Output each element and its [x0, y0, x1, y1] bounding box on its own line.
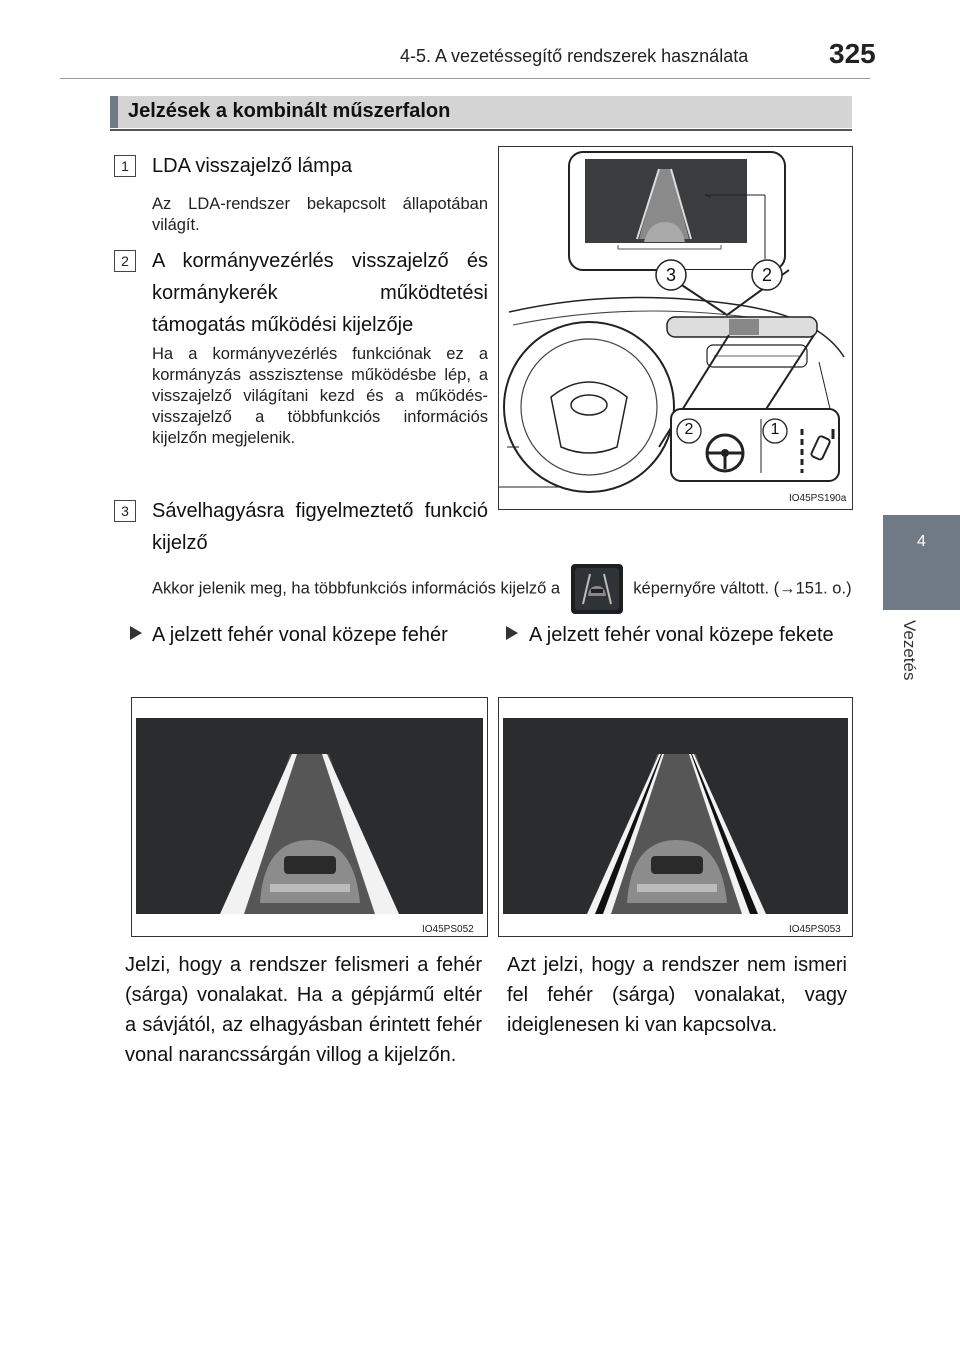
figure-code-left: IO45PS052 [422, 924, 474, 935]
triangle-bullet-icon [506, 626, 518, 645]
column-description-right: Azt jelzi, hogy a rendszer nem ismeri fel fehér (sárga) vonalakat, vagy ideiglenesen ki van kapcsolva. [507, 954, 847, 1036]
column-heading-left: A jelzett fehér vonal közepe fehér [152, 624, 448, 646]
item-title-3: Sávelhagyásra figyelmeztető funkció kijelző [152, 500, 488, 554]
item-body-2: Ha a kormányvezérlés funkciónak ez a kormányzás asszisztense működésbe lép, a visszajelző világítani kezd és a működés-visszajelző a többfunkciós információs kijelzőn megjelenik. [152, 345, 488, 447]
item-marker-3: 3 [114, 500, 136, 522]
callout-3: 3 [665, 265, 676, 285]
header-rule [60, 78, 870, 79]
item-marker-2: 2 [114, 250, 136, 272]
page-number: 325 [829, 38, 876, 69]
lane-display-black-figure [498, 697, 853, 937]
chapter-number: 4 [917, 533, 926, 550]
triangle-bullet-icon [130, 626, 142, 645]
column-description-left: Jelzi, hogy a rendszer felismeri a fehér (sárga) vonalakat. Ha a gépjármű eltér a sávjától, az elhagyásban érintett fehér vonal narancssárgán villog a kijelzőn. [125, 954, 482, 1066]
item-body-3: Akkor jelenik meg, ha többfunkciós információs kijelző a képernyőre váltott. (→151. o.) [152, 564, 852, 614]
callout-2-bottom: 2 [684, 421, 694, 438]
column-heading-right: A jelzett fehér vonal közepe fekete [529, 624, 834, 646]
lane-display-icon [571, 564, 623, 614]
callout-2-top: 2 [761, 265, 772, 285]
section-rule [110, 129, 852, 131]
callout-1: 1 [770, 421, 780, 438]
item-title-2: A kormányvezérlés visszajelző és kormánykerék működtetési támogatás működési kijelzője [152, 250, 488, 336]
figure-code-dashboard: IO45PS190a [789, 493, 847, 504]
item-marker-1: 1 [114, 155, 136, 177]
section-title: Jelzések a kombinált műszerfalon [128, 100, 451, 122]
lane-display-white-figure [131, 697, 488, 937]
chapter-label: Vezetés [900, 620, 919, 681]
chapter-tab [883, 515, 960, 610]
running-header: 4-5. A vezetéssegítő rendszerek használata [400, 46, 749, 66]
dashboard-figure [498, 146, 853, 510]
figure-code-right: IO45PS053 [789, 924, 841, 935]
item-body-1: Az LDA-rendszer bekapcsolt állapotában világít. [152, 195, 488, 234]
item-title-1: LDA visszajelző lámpa [152, 155, 353, 177]
